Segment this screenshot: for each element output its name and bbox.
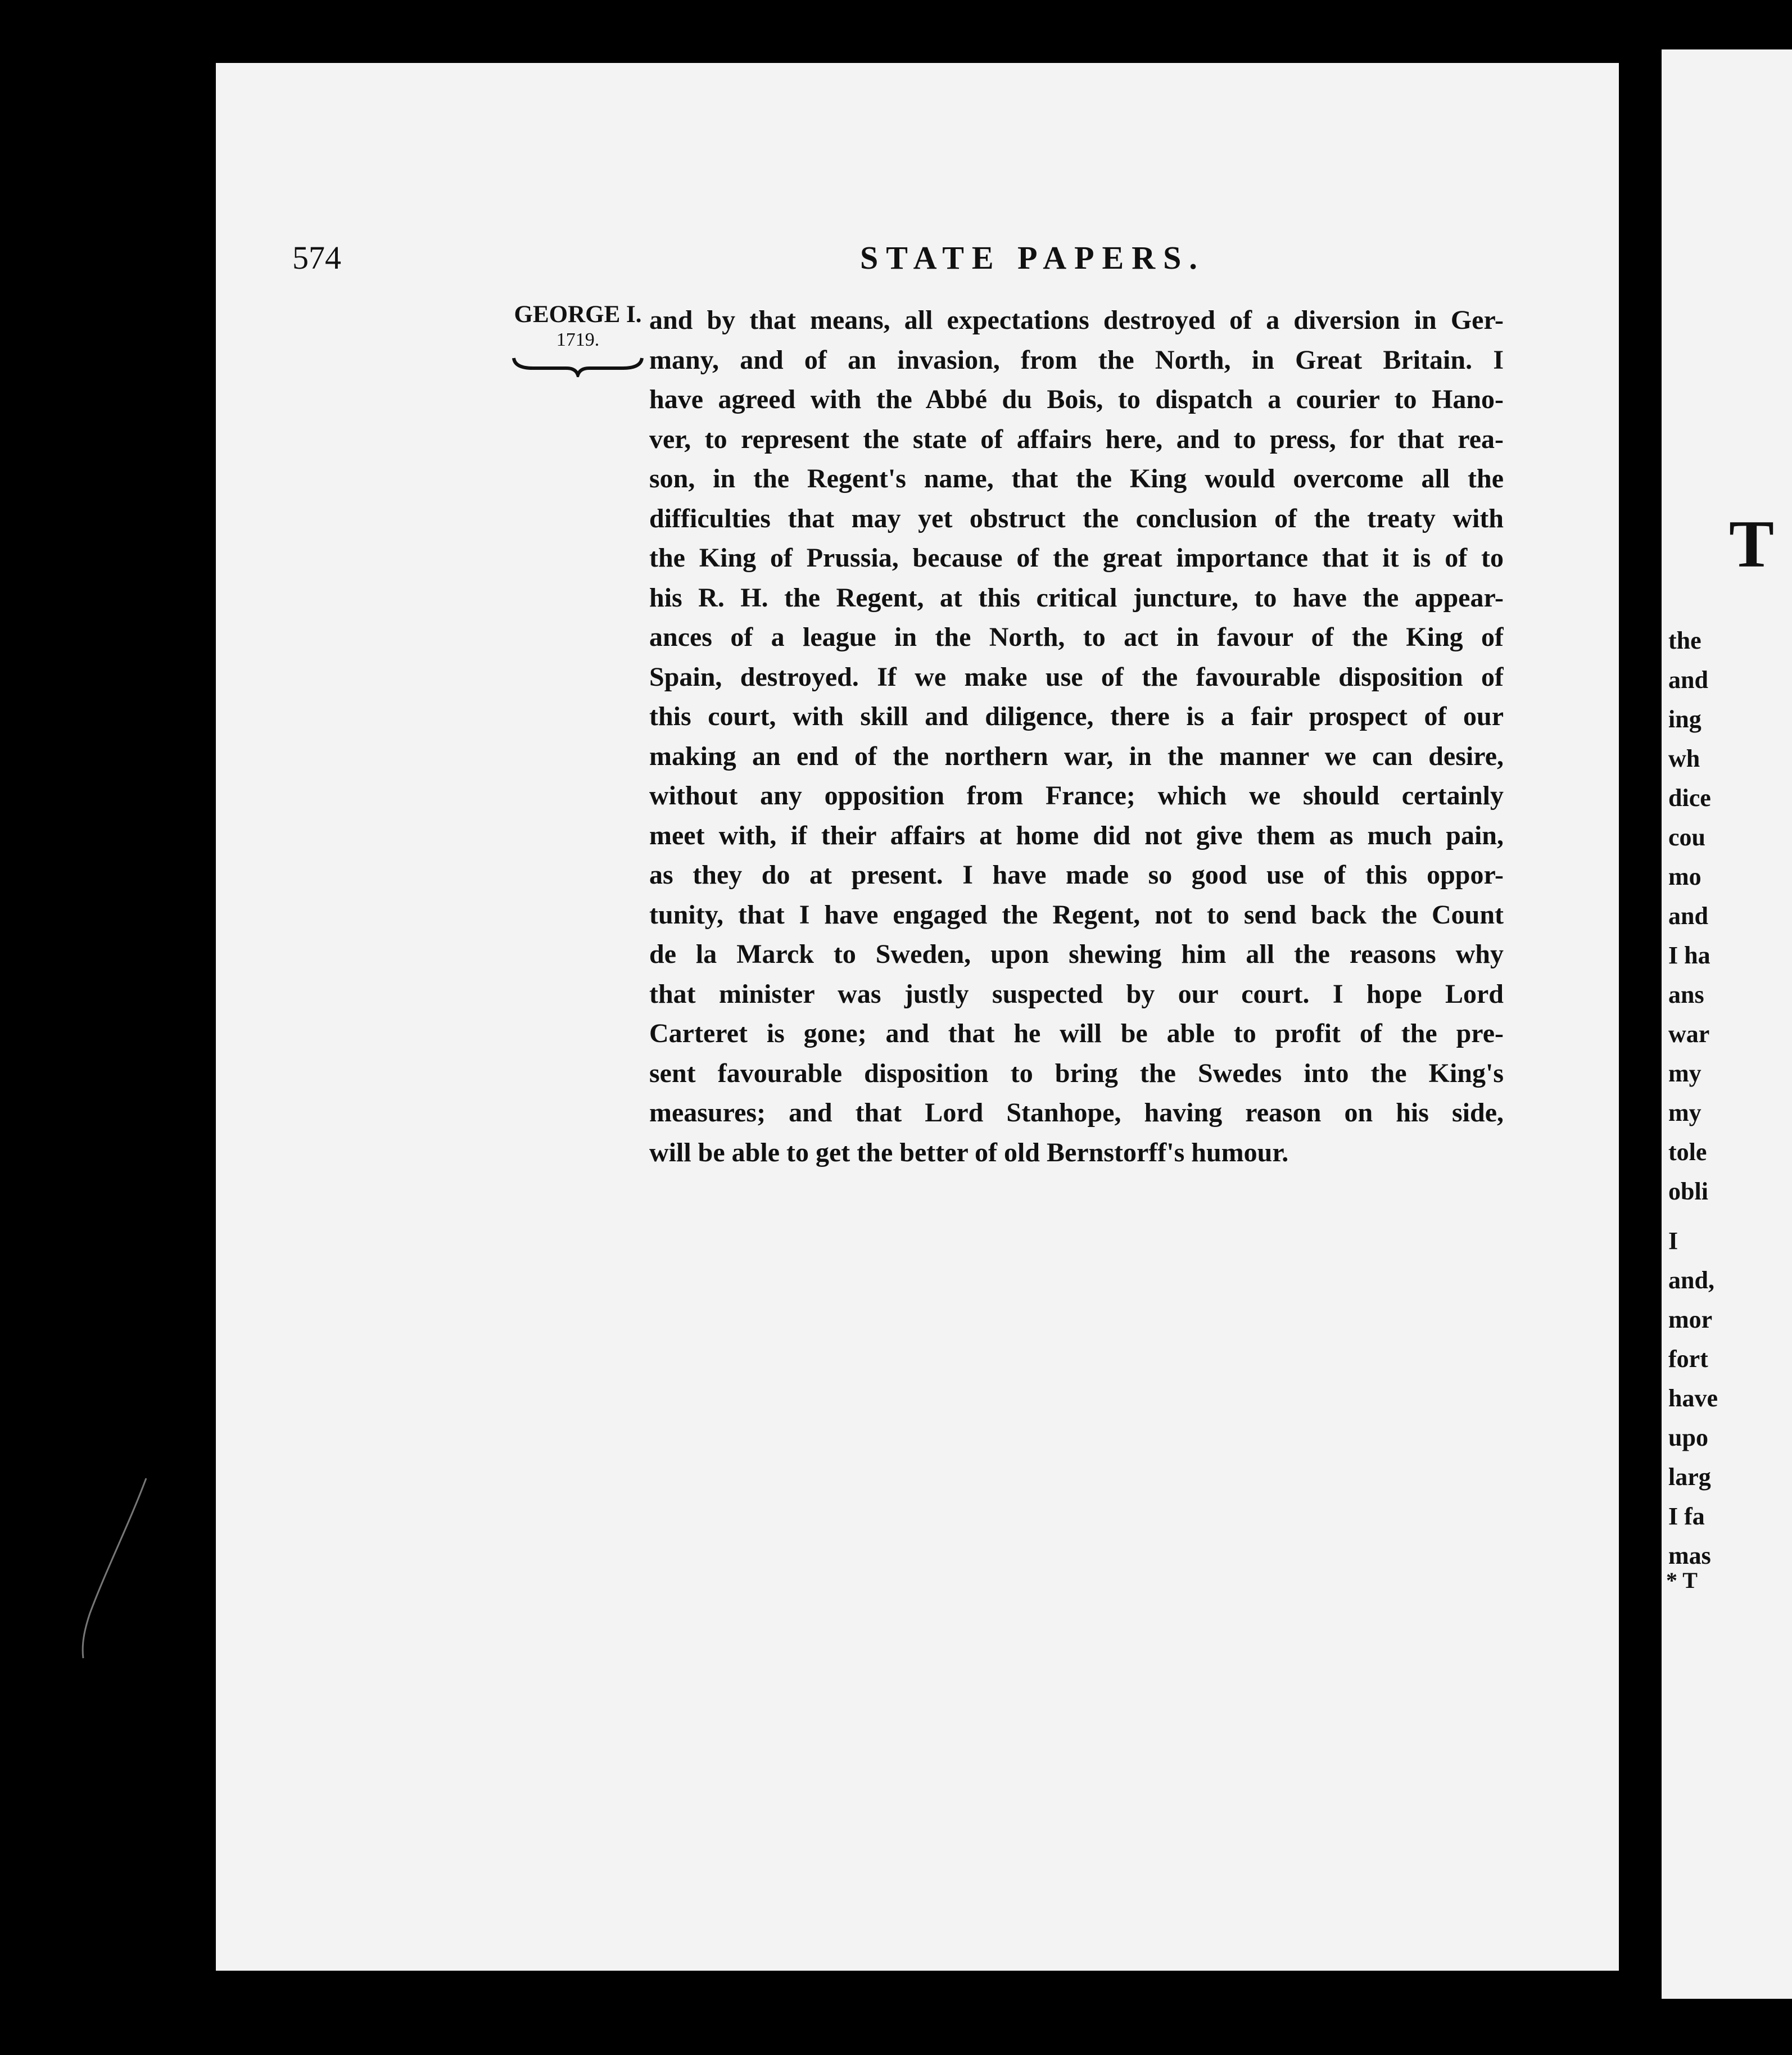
right-page-line: ans (1668, 981, 1704, 1008)
text-line: son, in the Regent's name, that the King would overcome all the (649, 464, 1504, 494)
right-page-line: tole (1668, 1138, 1707, 1166)
right-page-line: my (1668, 1060, 1702, 1087)
right-page-line: larg (1668, 1463, 1711, 1491)
text-line: as they do at present. I have made so good use of this oppor- (649, 860, 1504, 890)
right-page-line: dice (1668, 784, 1711, 812)
right-page-line: have (1668, 1384, 1718, 1412)
right-page-line: cou (1668, 823, 1705, 851)
text-line: meet with, if their affairs at home did not give them as much pain, (649, 820, 1504, 850)
right-page-footnote: * T (1666, 1568, 1698, 1593)
text-line: Spain, destroyed. If we make use of the favourable disposition of (649, 662, 1504, 692)
text-line: that minister was justly suspected by our court. I hope Lord (649, 979, 1504, 1009)
text-line: the King of Prussia, because of the great importance that it is of to (649, 543, 1504, 573)
text-line: will be able to get the better of old Bernstorff's humour. (649, 1137, 1289, 1167)
right-page-line: war (1668, 1020, 1710, 1048)
text-line: many, and of an invasion, from the North, in Great Britain. I (649, 345, 1504, 375)
right-page-line: I (1668, 1227, 1678, 1255)
right-page-line: mor (1668, 1306, 1713, 1333)
text-line: and by that means, all expectations destroyed of a diversion in Ger- (649, 305, 1504, 335)
text-line: making an end of the northern war, in the manner we can desire, (649, 741, 1504, 771)
body-text (649, 301, 1504, 1173)
text-line: without any opposition from France; which we should certainly (649, 781, 1504, 811)
right-page-line: fort (1668, 1345, 1708, 1373)
right-page-line: and (1668, 902, 1708, 930)
right-page-line: mas (1668, 1542, 1711, 1569)
right-page-line: mo (1668, 863, 1702, 890)
right-page-edge (1662, 49, 1792, 1999)
text-line: his R. H. the Regent, at this critical juncture, to have the appear- (649, 582, 1504, 613)
text-line: tunity, that I have engaged the Regent, not to send back the Count (649, 899, 1504, 930)
right-page-line: I ha (1668, 942, 1710, 969)
right-page-line: I fa (1668, 1502, 1705, 1530)
page-number: 574 (292, 239, 341, 276)
margin-year: 1719. (556, 329, 600, 350)
margin-note (510, 301, 645, 351)
running-head: STATE PAPERS. (860, 239, 1205, 276)
text-line: sent favourable disposition to bring the Swedes into the King's (649, 1058, 1504, 1088)
text-line: ver, to represent the state of affairs here, and to press, for that rea- (649, 424, 1504, 454)
right-page-line: the (1668, 627, 1702, 654)
margin-reign: GEORGE I. (514, 301, 642, 328)
right-page-line: obli (1668, 1178, 1708, 1205)
right-page-line: wh (1668, 745, 1700, 772)
text-line: difficulties that may yet obstruct the conclusion of the treaty with (649, 503, 1504, 533)
text-line: Carteret is gone; and that he will be able to profit of the pre- (649, 1019, 1504, 1048)
right-page-line: and (1668, 666, 1708, 694)
text-line: this court, with skill and diligence, there is a fair prospect of our (649, 701, 1504, 731)
right-page-line: my (1668, 1099, 1702, 1126)
text-line: measures; and that Lord Stanhope, having reason on his side, (649, 1098, 1504, 1128)
drop-cap: T (1729, 506, 1775, 581)
pencil-mark (67, 1473, 157, 1664)
text-line: have agreed with the Abbé du Bois, to dispatch a courier to Hano- (649, 384, 1504, 414)
right-page-line: upo (1668, 1424, 1708, 1451)
right-page-line: and, (1668, 1266, 1714, 1294)
margin-brace (510, 355, 645, 377)
text-line: de la Marck to Sweden, upon shewing him all the reasons why (649, 939, 1504, 969)
text-line: ances of a league in the North, to act in favour of the King of (649, 622, 1504, 652)
right-page-line: ing (1668, 705, 1702, 733)
